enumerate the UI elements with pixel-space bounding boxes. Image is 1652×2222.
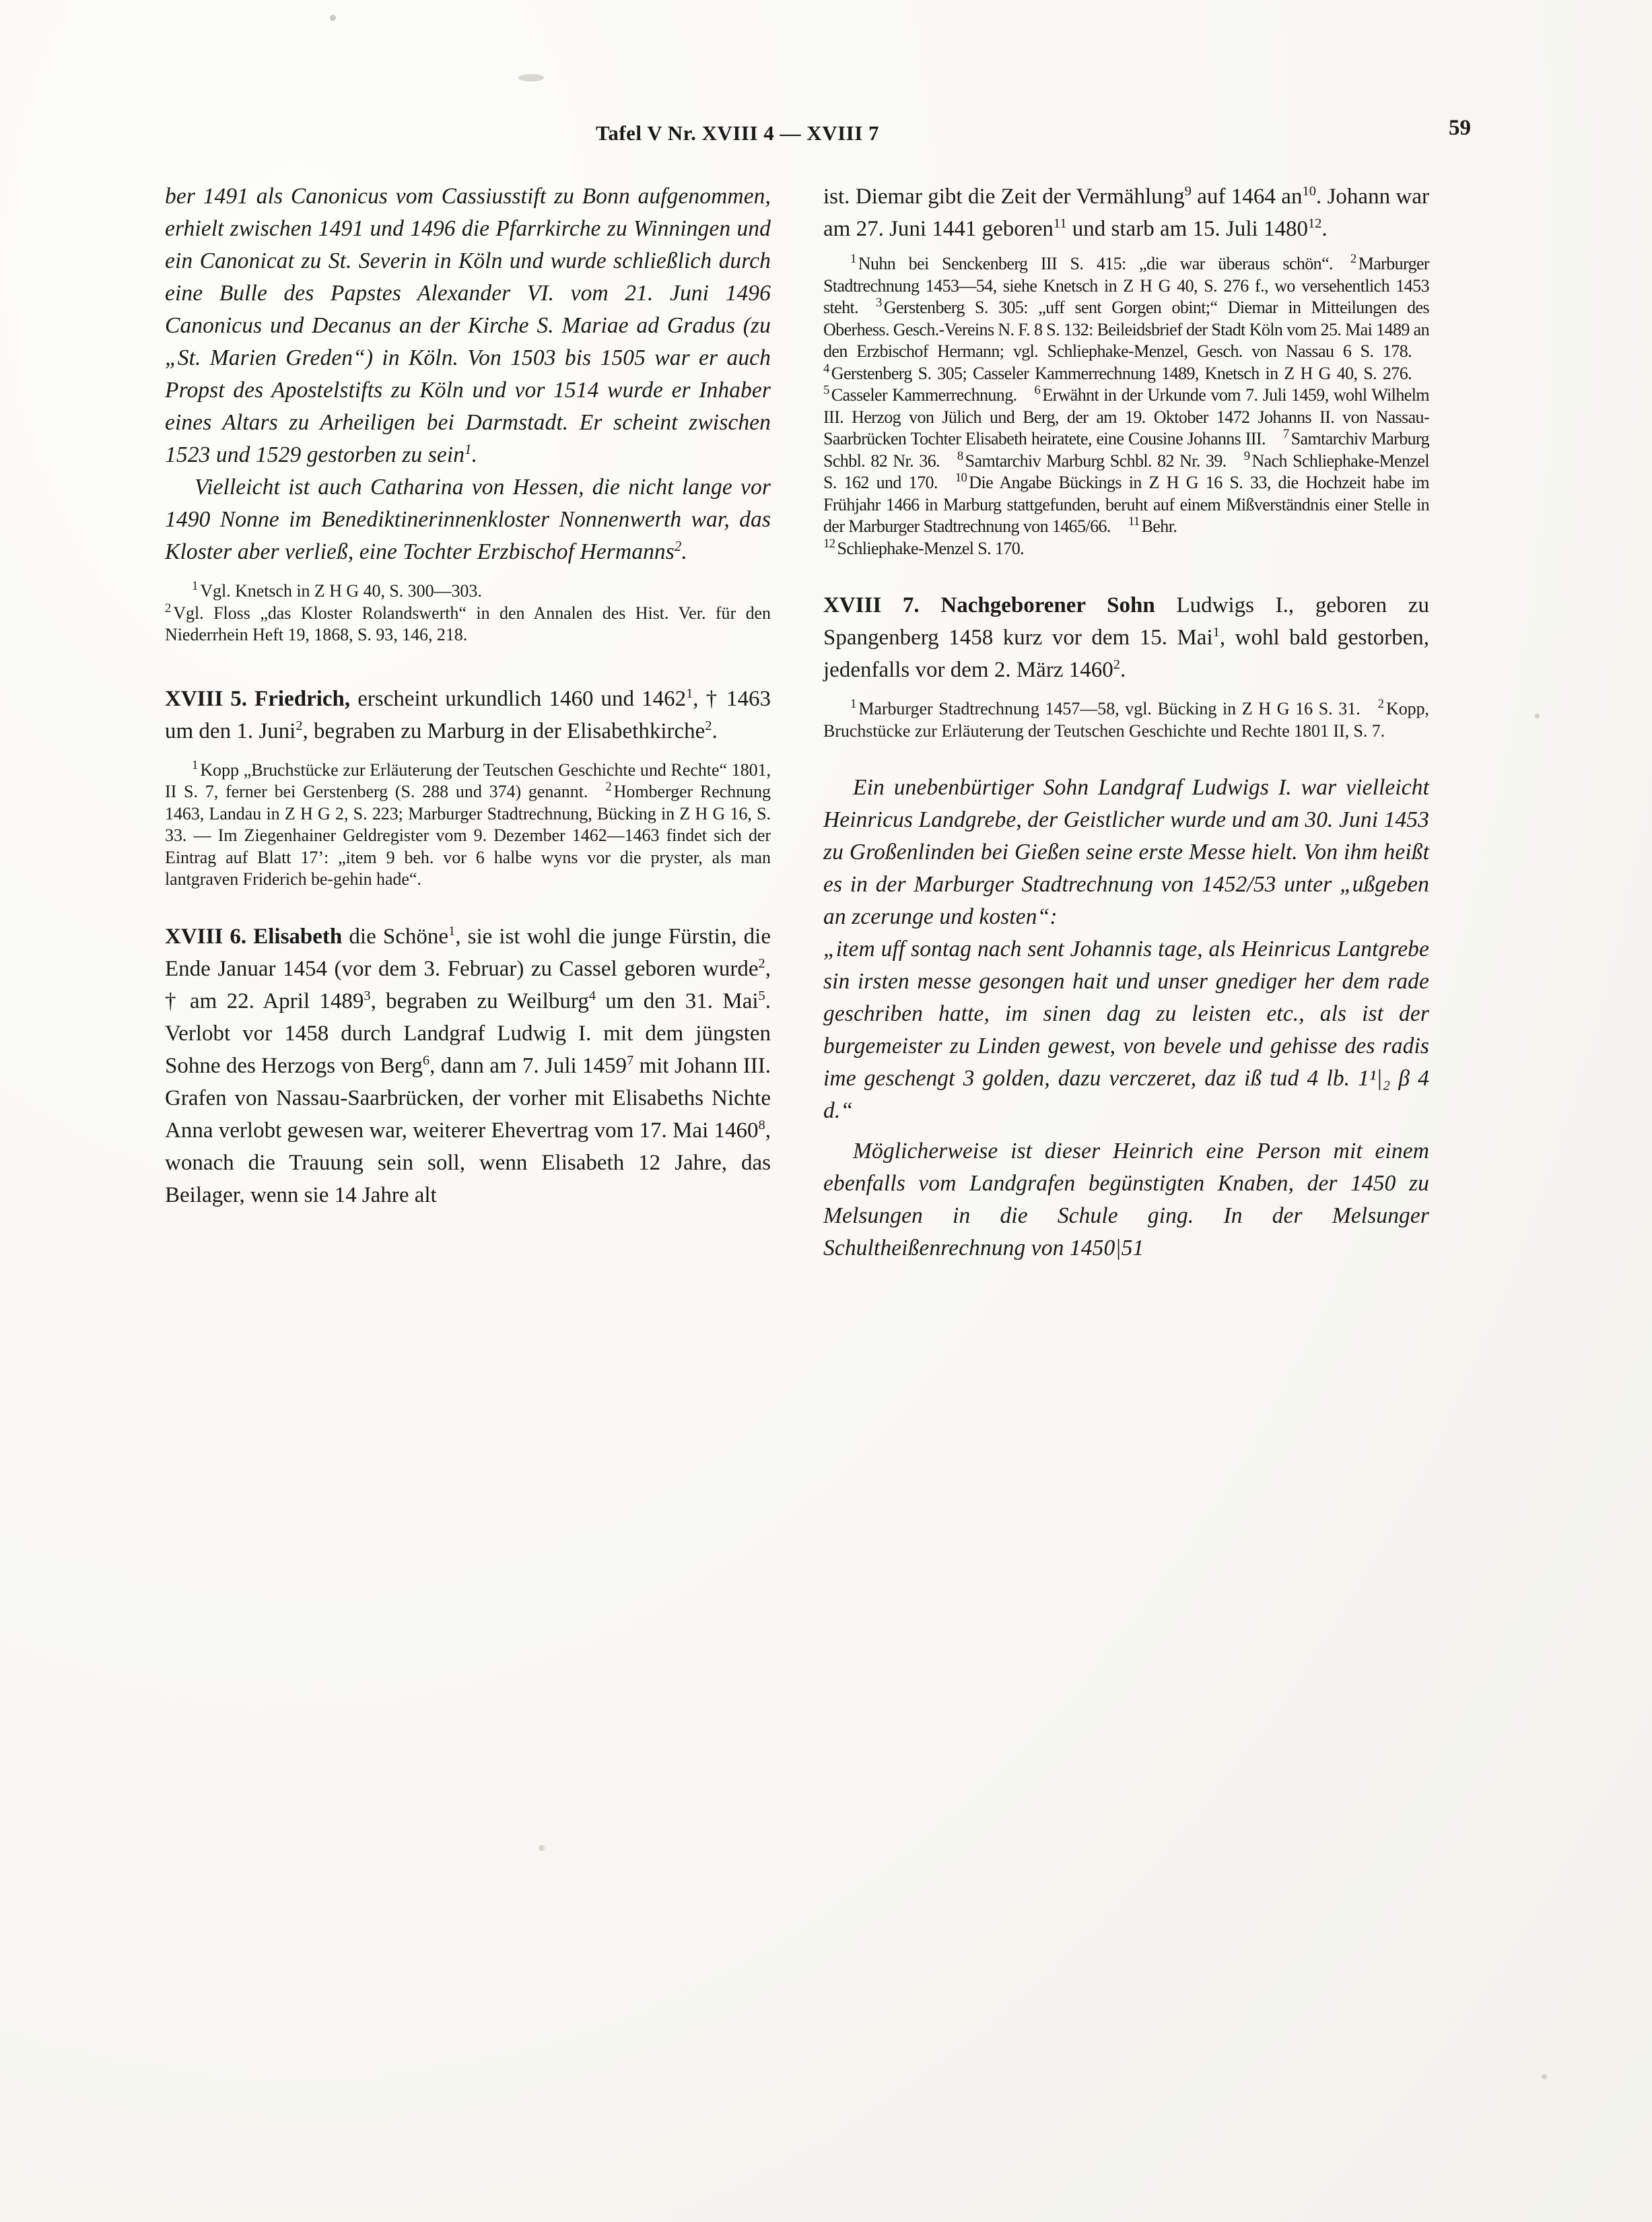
footnote-marker: 5 <box>823 383 829 398</box>
page-number: 59 <box>1449 116 1471 140</box>
paragraph-moeglicherweise: Möglicherweise ist dieser Heinrich eine Person mit einem ebenfalls vom Landgrafen begünstigten Knaben, der 1450 zu Melsungen in die Schule ging. In der Melsunger Schultheißenrechnung von 1450|51 <box>823 1139 1429 1260</box>
footnote-marker: 2 <box>1377 697 1384 712</box>
running-head <box>165 116 1471 168</box>
footnote-block-b: $^1$ Kopp „Bruchstücke zur Erläuterung der Teutschen Geschichte und Rechte“ 1801, II S. 7, ferner bei Gerstenberg (S. 288 und 374) genannt. $^2$ Homberger Rechnung 1463, Landau in Z H G 2, S. 223; Marburger Stadtrechnung, Bücking in Z H G 16, S. 33. — Im Ziegenhainer Geldregister vom 9. Dezember 1462—1463 findet sich der Eintrag auf Blatt 17’: „item 9 beh. vor 6 halbe wyns vor die pryster, als man lantgraven Friderich be-gehin hade“. <box>165 758 771 889</box>
footnote-marker: 2 <box>605 780 612 795</box>
footnote-ref: 2 <box>1113 657 1120 672</box>
footnote-marker: 10 <box>955 471 967 485</box>
footnote-ref: 6 <box>422 1052 430 1068</box>
footnote-marker: 12 <box>823 536 835 551</box>
footnote-block-bottom: $^1$ Marburger Stadtrechnung 1457—58, vgl. Bücking in Z H G 16 S. 31. $^2$ Kopp, Bruchstücke zur Erläuterung der Teutschen Geschichte und Rechte 1801 II, S. 7. <box>823 697 1429 741</box>
footnote-ref: 2 <box>296 718 303 733</box>
footnote-ref: 5 <box>758 988 765 1003</box>
left-column <box>165 180 771 1211</box>
footnote-ref: 2 <box>674 538 682 554</box>
footnote-ref: 1 <box>1212 625 1220 640</box>
footnote-ref: 1 <box>686 685 693 701</box>
footnote-ref: 9 <box>1184 184 1192 199</box>
running-title: Tafel V Nr. XVIII 4 — XVIII 7 <box>596 121 880 145</box>
two-column-body <box>165 180 1471 1265</box>
footnote-block-top: $^1$ Nuhn bei Senckenberg III S. 415: „die war überaus schön“. $^2$ Marburger Stadtrechnung 1453—54, siehe Knetsch in Z H G 40, S. 276 f., wo versehentlich 1453 steht. $^3$ Gerstenberg S. 305: „uff sent Gorgen obint;“ Diemar in Mitteilungen des Oberhess. Gesch.-Vereins N. F. 8 S. 132: Beileidsbrief der Stadt Köln vom 25. Mai 1489 an den Erzbischof Hermann; vgl. Schliephake-Menzel, Gesch. von Nassau 6 S. 178.$^4$ Gerstenberg S. 305; Casseler Kammerrechnung 1489, Knetsch in Z H G 40, S. 276.$^5$ Casseler Kammerrechnung. $^6$ Erwähnt in der Urkunde vom 7. Juli 1459, wohl Wilhelm III. Herzog von Jülich und Berg, der am 19. Oktober 1472 Johanns II. von Nassau-Saarbrücken Tochter Elisabeth heiratete, eine Cousine Johanns III. $^7$ Samtarchiv Marburg Schbl. 82 Nr. 36. $^8$ Samtarchiv Marburg Schbl. 82 Nr. 39. $^9$ Nach Schliephake-Menzel S. 162 und 170. $^{10}$ Die Angabe Bückings in Z H G 16 S. 33, die Hochzeit habe im Frühjahr 1466 in Marburg stattgefunden, beruht auf einem Mißverständnis einer Stelle in der Marburger Stadtrechnung von 1465/66. $^{11}$ Behr. $^{12}$ Schliephake-Menzel S. 170. <box>823 252 1429 558</box>
footnote-marker: 7 <box>1282 427 1289 442</box>
paragraph-continuation: ber 1491 als Canonicus vom Cassiusstift zu Bonn aufgenommen, erhielt zwischen 1491 und 1496 die Pfarrkirche zu Winningen und ein Canonicat zu St. Severin in Köln und wurde schließlich durch eine Bulle des Papstes Alexander VI. vom 21. Juni 1496 Canonicus und Decanus an der Kirche S. Mariae ad Gradus (zu „St. Marien Greden“) in Köln. Von 1503 bis 1505 war er auch Propst des Apostelstifts zu Köln und vor 1514 wurde er Inhaber eines Altars zu Arheiligen bei Darmstadt. Er scheint zwischen 1523 und 1529 gestorben zu sein$^1$. <box>165 184 771 467</box>
section-name: Friedrich, <box>254 686 351 711</box>
footnote-marker: 11 <box>1128 514 1140 529</box>
footnote-ref: 1 <box>464 441 472 457</box>
footnote-marker: 3 <box>876 296 882 310</box>
footnote-marker: 8 <box>957 448 963 463</box>
footnote-ref: 11 <box>1053 216 1067 231</box>
footnote-ref: 10 <box>1302 184 1316 199</box>
footnote-marker: 1 <box>192 758 199 772</box>
footnote-marker: 4 <box>823 361 829 376</box>
paragraph-heinricus: Ein unebenbürtiger Sohn Landgraf Ludwigs I. war vielleicht Heinricus Landgrebe, der Geistlicher wurde und am 30. Juni 1453 zu Großenlinden bei Gießen seine erste Messe hielt. Von ihm heißt es in der Marburger Stadtrechnung von 1452/53 unter „ußgeben an zcerunge und kosten“: <box>823 775 1429 929</box>
footnote-marker: 6 <box>1034 383 1041 398</box>
footnote-marker: 1 <box>192 579 199 594</box>
footnote-block-a2: $^2$ Vgl. Floss „das Kloster Rolandswerth“ in den Annalen des Hist. Ver. für den Niederrhein Heft 19, 1868, S. 93, 146, 218. <box>165 601 771 644</box>
section-xviii-7: XVIII 7. Nachgeborener Sohn Ludwigs I., geboren zu Spangenberg 1458 kurz vor dem 15. Mai$^1$, wohl bald gestorben, jedenfalls vor dem 2. März 1460$^2$. <box>823 593 1430 682</box>
section-xviii-6: XVIII 6. Elisabeth die Schöne$^1$, sie ist wohl die junge Fürstin, die Ende Januar 1454 (vor dem 3. Februar) zu Cassel geboren wurde$^2$, † am 22. April 1489$^3$, begraben zu Weilburg$^4$ um den 31. Mai$^5$. Verlobt vor 1458 durch Landgraf Ludwig I. mit dem jüngsten Sohne des Herzogs von Berg$^6$, dann am 7. Juli 1459$^7$ mit Johann III. Grafen von Nassau-Saarbrücken, der vorher mit Elisabeths Nichte Anna verlobt gewesen war, weiterer Ehevertrag vom 17. Mai 1460$^8$, wonach die Trauung sein soll, wenn Elisabeth 12 Jahre, das Beilager, wenn sie 14 Jahre alt <box>165 923 771 1207</box>
paragraph-catharina: Vielleicht ist auch Catharina von Hessen, die nicht lange vor 1490 Nonne im Benediktinerinnenkloster Nonnenwerth war, das Kloster aber verließ, eine Tochter Erzbischof Hermanns$^2$. <box>165 475 771 564</box>
scan-speck <box>539 1845 545 1851</box>
section-xviii-5: XVIII 5. Friedrich, erscheint urkundlich 1460 und 1462$^1$, † 1463 um den 1. Juni$^2$, begraben zu Marburg in der Elisabethkirche$^2$. <box>165 685 771 743</box>
footnote-marker: 1 <box>850 697 857 712</box>
section-name: Elisabeth <box>253 924 343 949</box>
section-number: XVIII 7. <box>823 593 920 617</box>
footnote-ref: 7 <box>627 1052 634 1068</box>
footnote-ref: 4 <box>588 988 596 1003</box>
section-number: XVIII 6. <box>165 924 247 949</box>
footnote-ref: 1 <box>448 923 456 939</box>
scan-speck <box>330 15 336 21</box>
scan-speck <box>1535 714 1540 718</box>
paragraph-quote: „item uff sontag nach sent Johannis tage, als Heinricus Lantgrebe sin irsten messe gesongen hait und unser gnediger her dem rade geschriben hatte, im sinen dag zu leisten etc., als ist der burgemeister zu Linden gewest, von bevele und gehisse des radis ime geschengt 3 golden, dazu verczeret, daz iß tud 4 lb. 1¹|₂ β 4 d.“ <box>823 937 1429 1123</box>
page-content <box>165 116 1471 1265</box>
footnote-marker: 1 <box>850 252 856 267</box>
footnote-marker: 2 <box>1350 252 1356 267</box>
footnote-marker: 2 <box>165 601 172 615</box>
footnote-ref: 2 <box>705 718 712 733</box>
scan-speck <box>518 74 544 81</box>
scan-speck <box>1542 2074 1547 2079</box>
footnote-ref: 8 <box>758 1117 765 1133</box>
footnote-ref: 2 <box>758 955 765 971</box>
footnote-ref: 12 <box>1307 216 1322 231</box>
paragraph-top-continuation: ist. Diemar gibt die Zeit der Vermählung$^9$ auf 1464 $an^{10}$. Johann war am 27. Juni 1441 geboren$^{11}$ und starb am 15. Juli 1480$^{12}$. <box>823 184 1429 241</box>
footnote-ref: 3 <box>364 988 371 1003</box>
right-column <box>823 180 1429 1265</box>
footnote-marker: 9 <box>1243 448 1250 463</box>
section-name: Nachgeborener Sohn <box>940 593 1155 617</box>
section-number: XVIII 5. <box>165 686 248 711</box>
footnote-block-a: $^1$ Vgl. Knetsch in Z H G 40, S. 300—303. <box>192 579 482 601</box>
